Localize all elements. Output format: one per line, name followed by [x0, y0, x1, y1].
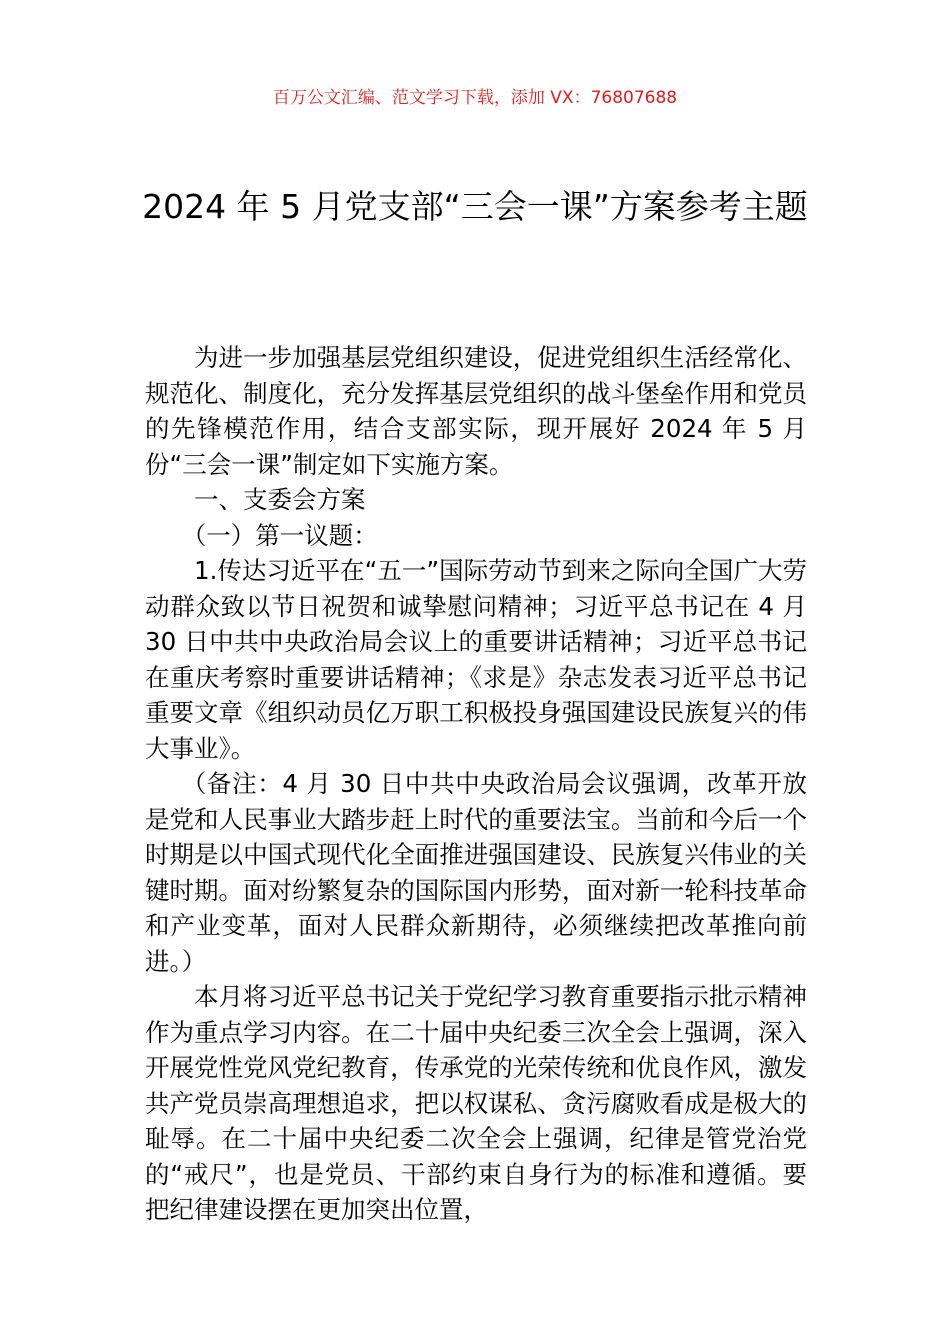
- document-body: [145, 340, 807, 1228]
- document-title: 2024 年 5 月党支部“三会一课”方案参考主题: [142, 187, 808, 226]
- intro-paragraph: 为进一步加强基层党组织建设，促进党组织生活经常化、规范化、制度化，充分发挥基层党组织的战斗堡垒作用和党员的先锋模范作用，结合支部实际，现开展好 2024 年 5 月份“三会一课”制定如下实施方案。: [145, 343, 807, 479]
- header-note: 百万公文汇编、范文学习下载，添加 VX：76807688: [272, 88, 678, 108]
- remark-paragraph: （备注：4 月 30 日中共中央政治局会议强调，改革开放是党和人民事业大踏步赶上时代的重要法宝。当前和今后一个时期是以中国式现代化全面推进强国建设、民族复兴伟业的关键时期。面对纷繁复杂的国际国内形势，面对新一轮科技革命和产业变革，面对人民群众新期待，必须继续把改革推向前进。）: [145, 769, 807, 976]
- study-content-paragraph: 本月将习近平总书记关于党纪学习教育重要指示批示精神作为重点学习内容。在二十届中央纪委三次全会上强调，深入开展党性党风党纪教育，传承党的光荣传统和优良作风，激发共产党员崇高理想追求，把以权谋私、贪污腐败看成是极大的耻辱。在二十届中央纪委二次全会上强调，纪律是管党治党的“戒尺”，也是党员、干部约束自身行为的标准和遵循。要把纪律建设摆在更加突出位置，: [145, 982, 807, 1224]
- agenda-item-paragraph: 1.传达习近平在“五一”国际劳动节到来之际向全国广大劳动群众致以节日祝贺和诚挚慰问精神；习近平总书记在 4 月 30 日中共中央政治局会议上的重要讲话精神；习近平总书记在重庆考察时重要讲话精神；《求是》杂志发表习近平总书记重要文章《组织动员亿万职工积极投身强国建设民族复兴的伟大事业》。: [145, 556, 807, 763]
- section-heading: 一、支委会方案: [194, 485, 366, 514]
- subsection-heading: （一）第一议题：: [181, 520, 378, 550]
